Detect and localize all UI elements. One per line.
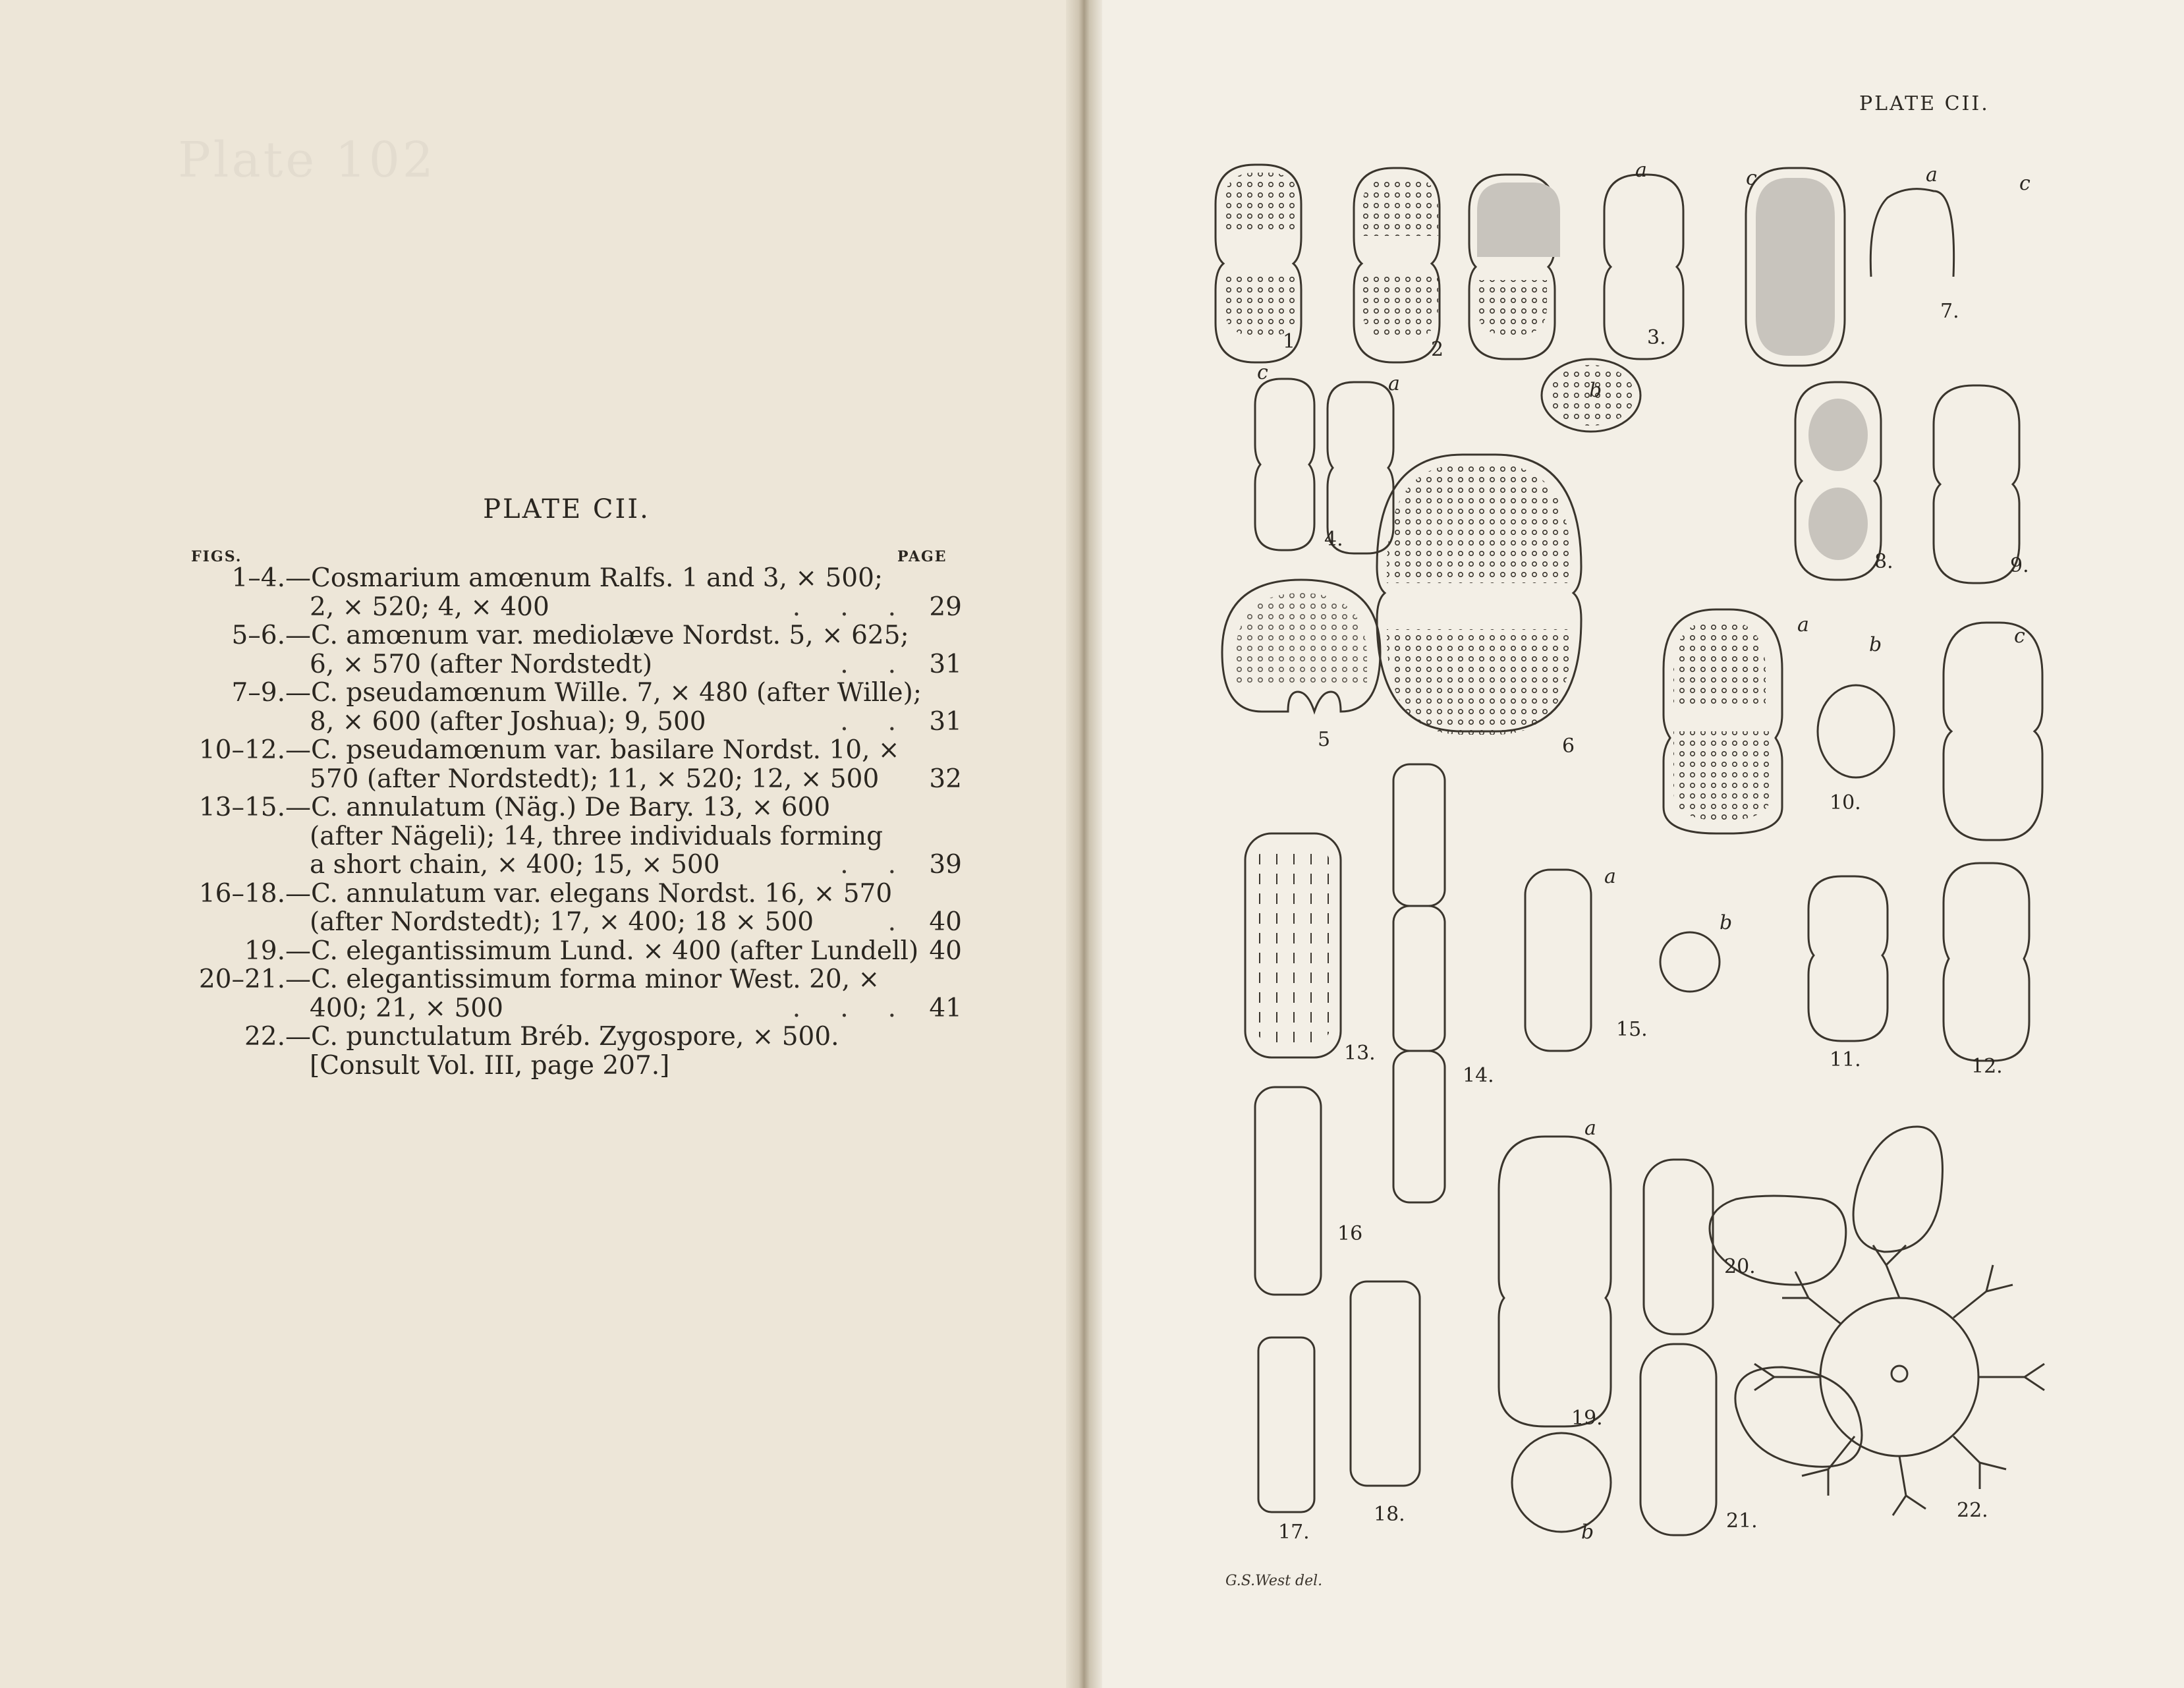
- figure-18: [1351, 1281, 1420, 1486]
- figure-14: [1393, 764, 1445, 1202]
- figure-label: 3.: [1647, 326, 1666, 349]
- figs-column-heading: FIGS.: [191, 548, 242, 565]
- figure-range: 22.—: [244, 1022, 311, 1052]
- figure-22: [1710, 1127, 2044, 1515]
- plate-illustration: [1097, 0, 2184, 1688]
- figure-19: [1499, 1137, 1611, 1532]
- legend-entry: [132, 1022, 962, 1079]
- legend-line: C. pseudamœnum var. basilare Nordst. 10, ×: [311, 735, 900, 765]
- page-number: 40: [929, 936, 962, 966]
- figure-label: 8.: [1874, 550, 1893, 573]
- figure-label: 15.: [1616, 1018, 1648, 1041]
- subfigure-label: a: [1388, 372, 1400, 395]
- legend-line: C. pseudamœnum Wille. 7, × 480 (after Wille);: [311, 678, 922, 708]
- figure-3a: [1469, 175, 1560, 359]
- legend-entry: 7–9.— C. pseudamœnum Wille. 7, × 480 (after Wille); 8, × 600 (after Joshua); 9, 500 .. 31: [132, 678, 962, 735]
- subfigure-label: a: [1604, 865, 1616, 888]
- figure-label: 17.: [1278, 1521, 1310, 1544]
- subfigure-label: a: [1797, 613, 1809, 636]
- plate-title: PLATE CII.: [483, 494, 650, 524]
- figure-range: 7–9.—: [231, 678, 311, 708]
- page-number: 31: [929, 706, 962, 737]
- legend-line: [Consult Vol. III, page 207.]: [310, 1050, 670, 1081]
- figure-9: [1934, 385, 2019, 583]
- figure-label: 9.: [2010, 554, 2029, 577]
- figure-17: [1258, 1337, 1314, 1512]
- figure-label: 21.: [1726, 1509, 1758, 1533]
- legend-entry: [132, 936, 962, 965]
- legend-line: (after Nordstedt); 17, × 400; 18 × 500: [310, 907, 814, 937]
- legend-line: 8, × 600 (after Joshua); 9, 500: [310, 706, 706, 737]
- figure-label: 10.: [1830, 791, 1861, 814]
- page-column-heading: PAGE: [897, 548, 947, 565]
- figure-label: 5: [1318, 728, 1331, 751]
- subfigure-label: b: [1720, 911, 1733, 934]
- figure-13: [1245, 833, 1341, 1057]
- figure-7c: [1870, 189, 1953, 277]
- legend-line: Cosmarium amœnum Ralfs. 1 and 3, × 500;: [311, 563, 883, 593]
- figure-5: [1222, 580, 1380, 712]
- legend-line: 6, × 570 (after Nordstedt): [310, 649, 653, 679]
- figure-2: [1354, 168, 1440, 362]
- subfigure-label: b: [1869, 633, 1882, 656]
- figure-range: 20–21.—: [198, 965, 311, 994]
- figure-range: 10–12.—: [198, 735, 311, 765]
- legend-entry: 16–18.— C. annulatum var. elegans Nordst. 16, × 570 (after Nordstedt); 17, × 400; 18 × 500 . 40: [132, 879, 962, 936]
- legend-line: C. annulatum (Näg.) De Bary. 13, × 600: [311, 793, 831, 822]
- figure-label: 18.: [1374, 1503, 1405, 1526]
- legend-line: C. amœnum var. mediolæve Nordst. 5, × 625;: [311, 621, 909, 650]
- subfigure-label: a: [1635, 159, 1647, 182]
- figure-11: [1808, 876, 1888, 1041]
- figure-8: [1795, 382, 1881, 580]
- page-number: 29: [929, 592, 962, 622]
- figure-label: 1: [1283, 330, 1296, 353]
- figure-16: [1255, 1087, 1321, 1295]
- figure-21: [1640, 1344, 1716, 1535]
- artist-credit: G.S.West del.: [1225, 1573, 1323, 1589]
- figure-label: 2: [1431, 338, 1444, 361]
- legend-line: C. annulatum var. elegans Nordst. 16, × 570: [311, 878, 893, 909]
- figure-label: 19.: [1571, 1407, 1603, 1430]
- legend-line: C. elegantissimum Lund. × 400 (after Lundell): [311, 936, 919, 966]
- figure-7a: [1746, 168, 1845, 366]
- subfigure-label: a: [1584, 1117, 1596, 1140]
- figure-20: [1644, 1160, 1713, 1334]
- page-number: 39: [929, 850, 962, 880]
- legend-line: C. elegantissimum forma minor West. 20, ×: [311, 965, 880, 994]
- subfigure-label: c: [2019, 172, 2030, 195]
- figure-12: [1944, 863, 2029, 1061]
- figure-label: 7.: [1940, 300, 1959, 323]
- figure-label: 13.: [1344, 1042, 1376, 1065]
- figure-range: 13–15.—: [198, 793, 311, 822]
- legend-line: 400; 21, × 500: [310, 993, 503, 1023]
- page-number: 31: [929, 649, 962, 679]
- legend-line: a short chain, × 400; 15, × 500: [310, 850, 720, 880]
- legend-entry: 1–4.— Cosmarium amœnum Ralfs. 1 and 3, × 500; 2, × 520; 4, × 400 ... 29: [132, 563, 962, 621]
- figure-label: 12.: [1971, 1055, 2003, 1078]
- figure-label: 4.: [1324, 528, 1343, 551]
- subfigure-label: a: [1926, 163, 1938, 186]
- figure-label: 11.: [1830, 1048, 1861, 1071]
- figure-range: 16–18.—: [198, 878, 311, 909]
- legend-line: (after Nägeli); 14, three individuals forming: [310, 821, 883, 851]
- bleed-through-text: Plate 102: [178, 132, 436, 188]
- figure-range: 19.—: [244, 936, 311, 966]
- legend-entry: 20–21.— C. elegantissimum forma minor West. 20, × 400; 21, × 500 ... 41: [132, 965, 962, 1022]
- subfigure-label: c: [1746, 167, 1757, 190]
- figure-range: 5–6.—: [231, 621, 311, 650]
- legend-line: 570 (after Nordstedt); 11, × 520; 12, × 500: [310, 764, 880, 794]
- subfigure-label: c: [2014, 625, 2025, 648]
- figure-legend: [132, 563, 962, 1079]
- figure-3c: [1604, 175, 1683, 359]
- page-number: 40: [929, 907, 962, 937]
- plate-heading: PLATE CII.: [1859, 92, 1990, 115]
- legend-line: C. punctulatum Bréb. Zygospore, × 500.: [311, 1022, 839, 1052]
- figure-label: 20.: [1724, 1255, 1756, 1278]
- figure-label: 22.: [1957, 1499, 1988, 1522]
- legend-entry: 5–6.— C. amœnum var. mediolæve Nordst. 5, × 625; 6, × 570 (after Nordstedt) .. 31: [132, 621, 962, 678]
- legend-line: 2, × 520; 4, × 400: [310, 592, 549, 622]
- subfigure-label: b: [1589, 379, 1602, 402]
- subfigure-label: b: [1581, 1521, 1594, 1544]
- figure-6: [1377, 455, 1581, 735]
- figure-label: 16: [1337, 1222, 1363, 1245]
- subfigure-label: c: [1257, 361, 1268, 384]
- legend-entry: 13–15.— C. annulatum (Näg.) De Bary. 13, × 600 (after Nägeli); 14, three individuals forming a short chain, × 400; 15, × 500 .. 39: [132, 793, 962, 879]
- page-number: 41: [929, 993, 962, 1023]
- page-number: 32: [929, 764, 962, 794]
- figure-label: 6: [1562, 735, 1575, 758]
- figure-label: 14.: [1463, 1064, 1494, 1087]
- legend-entry: [132, 735, 962, 793]
- figure-range: 1–4.—: [231, 563, 311, 593]
